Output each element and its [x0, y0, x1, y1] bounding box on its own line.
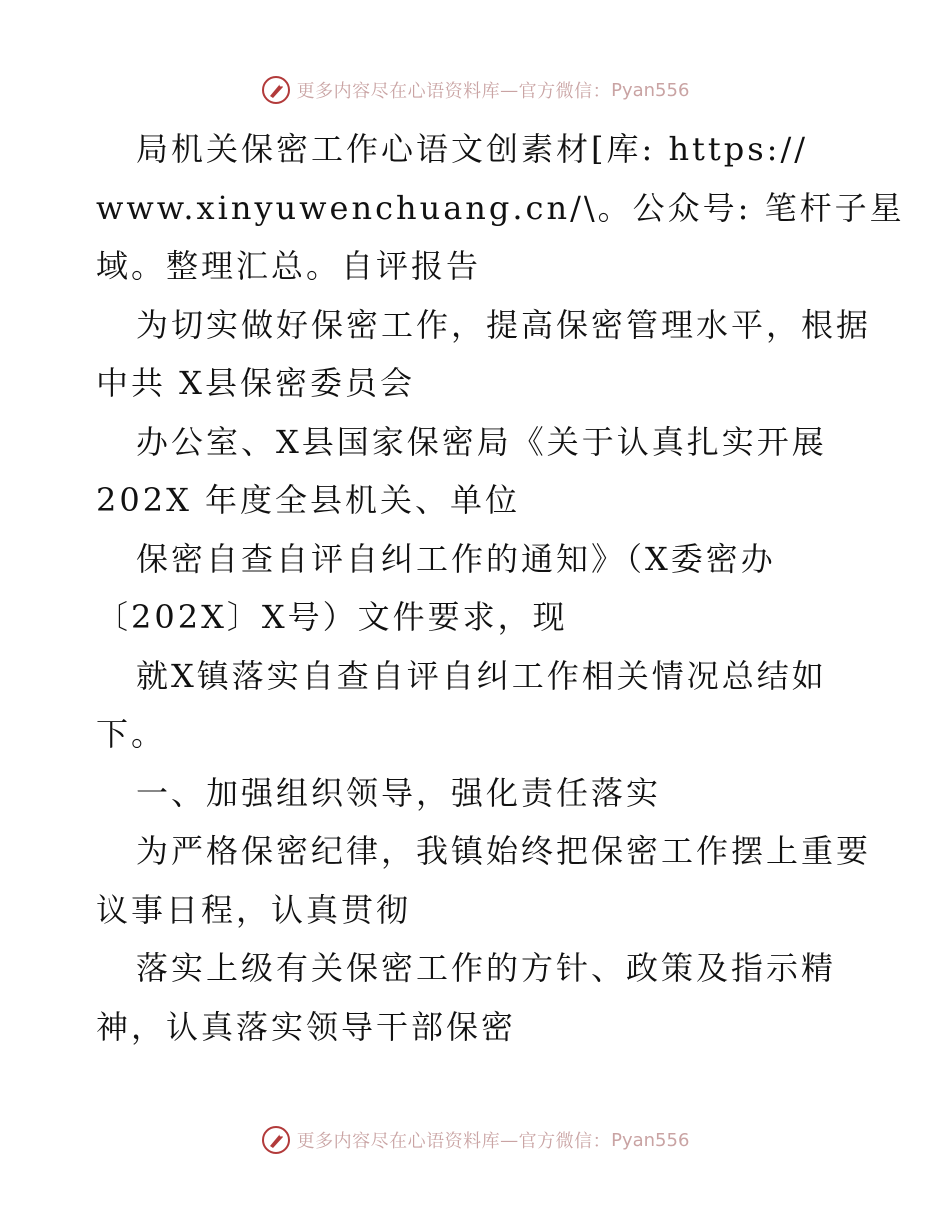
text-line: 下。: [96, 715, 167, 753]
text-line: 为严格保密纪律，我镇始终把保密工作摆上重要: [136, 832, 872, 870]
banner-separator: —: [500, 1129, 519, 1151]
text-line: 神，认真落实领导干部保密: [96, 1007, 517, 1046]
text-line: 保密自查自评自纠工作的通知》（X委密办: [136, 539, 776, 578]
section-heading: 一、加强组织领导，强化责任落实: [136, 773, 662, 812]
banner-wechat-label: 官方微信：: [518, 1131, 612, 1152]
text-line: www.xinyuwenchuang.cn/\。公众号: 笔杆子星: [96, 188, 905, 227]
text-line: 就X镇落实自查自评自纠工作相关情况总结如: [136, 656, 827, 695]
footer-banner: [0, 1122, 950, 1158]
pen-nib-circle-icon: [261, 75, 291, 105]
text-line: 〔202X〕X号）文件要求，现: [96, 598, 568, 636]
text-line: 办公室、X县国家保密局《关于认真扎实开展: [136, 422, 827, 461]
document-body: [96, 120, 905, 1056]
text-line: 域。整理汇总。自评报告: [96, 247, 482, 285]
text-line: 中共 X县保密委员会: [96, 364, 415, 402]
banner-wechat-account: Pyan556: [611, 1129, 690, 1151]
text-line: 议事日程，认真贯彻: [96, 890, 412, 929]
banner-separator: —: [500, 79, 519, 101]
text-line: 局机关保密工作心语文创素材[库: https://: [136, 130, 809, 168]
text-line: 202X 年度全县机关、单位: [96, 481, 521, 519]
pen-nib-circle-icon: [261, 1125, 291, 1155]
banner-text: 更多内容尽在心语资料库: [296, 1131, 501, 1152]
banner-wechat-account: Pyan556: [611, 79, 690, 101]
header-banner: [0, 72, 950, 108]
text-line: 落实上级有关保密工作的方针、政策及指示精: [136, 949, 837, 987]
banner-text: 更多内容尽在心语资料库: [296, 81, 501, 102]
banner-wechat-label: 官方微信：: [518, 81, 612, 102]
text-line: 为切实做好保密工作，提高保密管理水平，根据: [136, 305, 872, 344]
